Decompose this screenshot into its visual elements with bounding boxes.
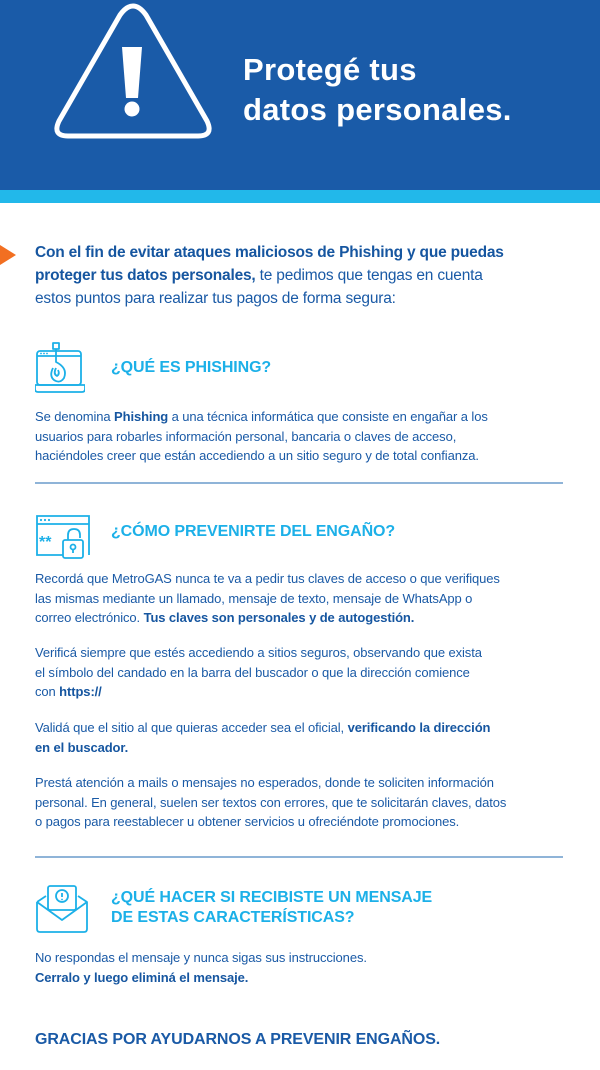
bold-text: Con el fin de evitar ataques maliciosos de Phishing y que puedas (35, 244, 504, 261)
section-heading-phishing (111, 358, 271, 378)
bold-text: https:// (59, 684, 102, 700)
text: o pagos para reestablecer u obtener servicios u ofreciéndote promociones. (35, 814, 460, 830)
text: Validá que el sitio al que quieras acceder sea el oficial, (35, 720, 348, 735)
title-line: datos personales. (243, 92, 512, 127)
text-line (35, 663, 482, 683)
text: Verificá siempre que estés accediendo a sitios seguros, observando que exista (35, 645, 482, 660)
heading-line: DE ESTAS CARACTERÍSTICAS? (111, 909, 355, 926)
text: correo electrónico. (35, 610, 144, 626)
bold-text: en el buscador. (35, 739, 129, 755)
text-line (35, 643, 482, 663)
text: con (35, 684, 60, 700)
text-line (35, 968, 367, 988)
text-line (35, 738, 490, 758)
title-line: Protegé tus (243, 52, 417, 87)
divider (35, 856, 563, 858)
envelope-alert-icon (35, 884, 89, 934)
section-heading-what-to-do (111, 888, 432, 928)
text-line (35, 948, 367, 968)
text: Prestá atención a mails o mensajes no esperados, donde te soliciten información (35, 775, 494, 790)
text-line (35, 287, 504, 310)
text-line (35, 264, 504, 287)
svg-text:**: ** (39, 534, 52, 551)
text-line (35, 569, 500, 589)
text-line (35, 682, 482, 702)
text-line (35, 589, 500, 609)
what-to-do-paragraph (35, 948, 367, 987)
text: usuarios para robarles información personal, bancaria o claves de acceso, (35, 428, 457, 444)
section-heading-prevent (111, 522, 395, 542)
text-line (35, 427, 488, 447)
phishing-hook-laptop-icon (35, 342, 85, 394)
orange-arrow-icon (0, 245, 16, 265)
text: haciéndoles creer que están accediendo a un sitio seguro y de total confianza. (35, 448, 479, 464)
warning-triangle-icon (52, 3, 214, 139)
password-lock-browser-icon (35, 514, 91, 560)
heading-line: ¿CÓMO PREVENIRTE DEL ENGAÑO? (111, 523, 396, 540)
intro-text (35, 241, 504, 310)
prevent-paragraph-4 (35, 773, 506, 832)
text-line (35, 407, 488, 427)
text-line (35, 793, 506, 813)
accent-strip (0, 190, 600, 203)
bold-text: verificando la dirección (347, 720, 491, 735)
heading-line: ¿QUÉ ES PHISHING? (111, 359, 272, 376)
text: estos puntos para realizar tus pagos de forma segura: (35, 290, 396, 307)
bold-text: Phishing (114, 409, 169, 424)
text-line (35, 446, 488, 466)
divider (35, 482, 563, 484)
text: Se denomina (35, 409, 115, 424)
text-line (35, 773, 506, 793)
thanks-message: GRACIAS POR AYUDARNOS A PREVENIR ENGAÑOS. (35, 1031, 441, 1048)
text: las mismas mediante un llamado, mensaje de texto, mensaje de WhatsApp o (35, 590, 473, 606)
heading-line: ¿QUÉ HACER SI RECIBISTE UN MENSAJE (111, 889, 433, 906)
phishing-definition (35, 407, 488, 466)
text-line (35, 812, 506, 832)
prevent-paragraph-1 (35, 569, 500, 628)
bold-text: Tus claves son personales y de autogestión. (143, 610, 415, 626)
text-line (35, 718, 490, 738)
text: Recordá que MetroGAS nunca te va a pedir tus claves de acceso o que verifiques (35, 571, 500, 586)
text: a una técnica informática que consiste en engañar a los (168, 409, 488, 424)
header-banner (0, 0, 600, 190)
text-line (35, 608, 500, 628)
text: el símbolo del candado en la barra del buscador o que la dirección comience (35, 664, 470, 680)
prevent-paragraph-2 (35, 643, 482, 702)
bold-text: Cerralo y luego eliminá el mensaje. (35, 969, 249, 985)
prevent-paragraph-3 (35, 718, 490, 757)
text: No respondas el mensaje y nunca sigas sus instrucciones. (35, 950, 367, 965)
page-title (243, 50, 512, 130)
text: personal. En general, suelen ser textos con errores, que te solicitarán claves, datos (35, 794, 507, 810)
text-line (35, 241, 504, 264)
bold-text: proteger tus datos personales, (35, 267, 256, 284)
text: te pedimos que tengas en cuenta (255, 267, 483, 284)
